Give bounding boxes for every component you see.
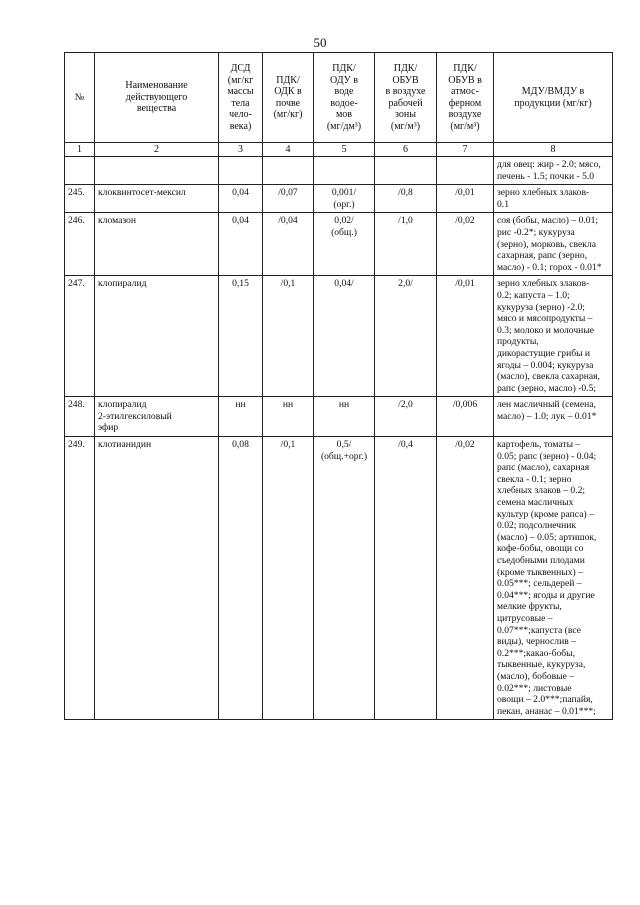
substance-name: клопиралид 2-этилгексиловый эфир [95,397,219,437]
substance-name: кломазон [95,213,219,276]
water-value: 0,04/ [314,276,375,397]
row-number: 247. [65,276,95,397]
work-air-value: /0,4 [375,437,437,720]
row-number [65,157,95,185]
header-row [65,53,613,143]
mdu-value: зерно хлебных злаков- 0.1 [494,185,613,213]
header-dsd: ДСД (мг/кг массы тела чело- века) [219,53,263,143]
column-number: 5 [314,143,375,157]
row-number: 245. [65,185,95,213]
substance-name: клопиралид [95,276,219,397]
water-value: 0,001/ (орг.) [314,185,375,213]
dsd-value: 0,04 [219,213,263,276]
soil-value: /0,07 [263,185,314,213]
atm-air-value: /0,01 [437,276,494,397]
atm-air-value [437,157,494,185]
substance-name: клоквинтосет-мексил [95,185,219,213]
atm-air-value: /0,02 [437,437,494,720]
page-number: 50 [313,35,327,50]
header-atm-air: ПДК/ ОБУВ в атмос- ферном воздухе (мг/м³) [437,53,494,143]
header-water: ПДК/ ОДУ в воде водое- мов (мг/дм³) [314,53,375,143]
work-air-value: /0,8 [375,185,437,213]
header-soil: ПДК/ ОДК в почве (мг/кг) [263,53,314,143]
work-air-value [375,157,437,185]
water-value: нн [314,397,375,437]
column-number: 2 [95,143,219,157]
dsd-value: 0,15 [219,276,263,397]
mdu-value: лен масличный (семена, масло) – 1.0; лук – 0.01* [494,397,613,437]
column-number: 6 [375,143,437,157]
table-row [65,276,613,397]
work-air-value: 2,0/ [375,276,437,397]
row-number: 249. [65,437,95,720]
table-row [65,397,613,437]
soil-value: нн [263,397,314,437]
soil-value: /0,1 [263,437,314,720]
column-number: 4 [263,143,314,157]
dsd-value: 0,04 [219,185,263,213]
mdu-value: для овец: жир - 2.0; мясо, печень - 1.5; почки - 5.0 [494,157,613,185]
row-number: 246. [65,213,95,276]
header-work-air: ПДК/ ОБУВ в воздухе рабочей зоны (мг/м³) [375,53,437,143]
atm-air-value: /0,02 [437,213,494,276]
column-number: 7 [437,143,494,157]
soil-value [263,157,314,185]
substance-name [95,157,219,185]
soil-value: /0,1 [263,276,314,397]
dsd-value [219,157,263,185]
atm-air-value: /0,01 [437,185,494,213]
column-number: 3 [219,143,263,157]
soil-value: /0,04 [263,213,314,276]
water-value: 0,5/ (общ.+орг.) [314,437,375,720]
table-row [65,213,613,276]
table-row [65,185,613,213]
column-number: 1 [65,143,95,157]
work-air-value: /2,0 [375,397,437,437]
substance-name: клотианидин [95,437,219,720]
column-number-row [65,143,613,157]
table-row [65,437,613,720]
water-value: 0,02/ (общ.) [314,213,375,276]
header-substance-name: Наименование действующего вещества [95,53,219,143]
atm-air-value: /0,006 [437,397,494,437]
regulation-table [64,52,613,720]
work-air-value: /1,0 [375,213,437,276]
mdu-value: соя (бобы, масло) – 0.01; рис -0.2*; кукуруза (зерно), морковь, свекла сахарная, рапс (зерно, масло) - 0.1; горох - 0.01* [494,213,613,276]
row-number: 248. [65,397,95,437]
header-number: № [65,53,95,143]
dsd-value: нн [219,397,263,437]
mdu-value: картофель, томаты – 0.05; рапс (зерно) - 0.04; рапс (масло), сахарная свекла - 0.1; зерно хлебных злаков – 0.2; семена масличных культур (кроме рапса) – 0.02; подсолнечник (масло) – 0.05; артишок, кофе-бобы, овощи со съедобными плодами (кроме тыквенных) – 0.05***; сельдерей – 0.04***; ягоды и другие мелкие фрукты, цитрусовые – 0.07***;капуста (все виды), чернослив – 0.2***;какао-бобы, тыквенные, кукуруза, (масло), бобовые – 0.02***; листовые овощи – 2.0***;папайя, пекан, ананас – 0.01***; [494,437,613,720]
water-value [314,157,375,185]
mdu-value: зерно хлебных злаков- 0.2; капуста – 1.0; кукуруза (зерно) -2.0; мясо и мясопродукты – 0.3; молоко и молочные продукты, дикорастущие грибы и ягоды – 0.004; кукуруза (масло), свекла сахарная, рапс (зерно, масло) -0.5; [494,276,613,397]
column-number: 8 [494,143,613,157]
header-mdu: МДУ/ВМДУ в продукции (мг/кг) [494,53,613,143]
dsd-value: 0,08 [219,437,263,720]
table-row [65,157,613,185]
